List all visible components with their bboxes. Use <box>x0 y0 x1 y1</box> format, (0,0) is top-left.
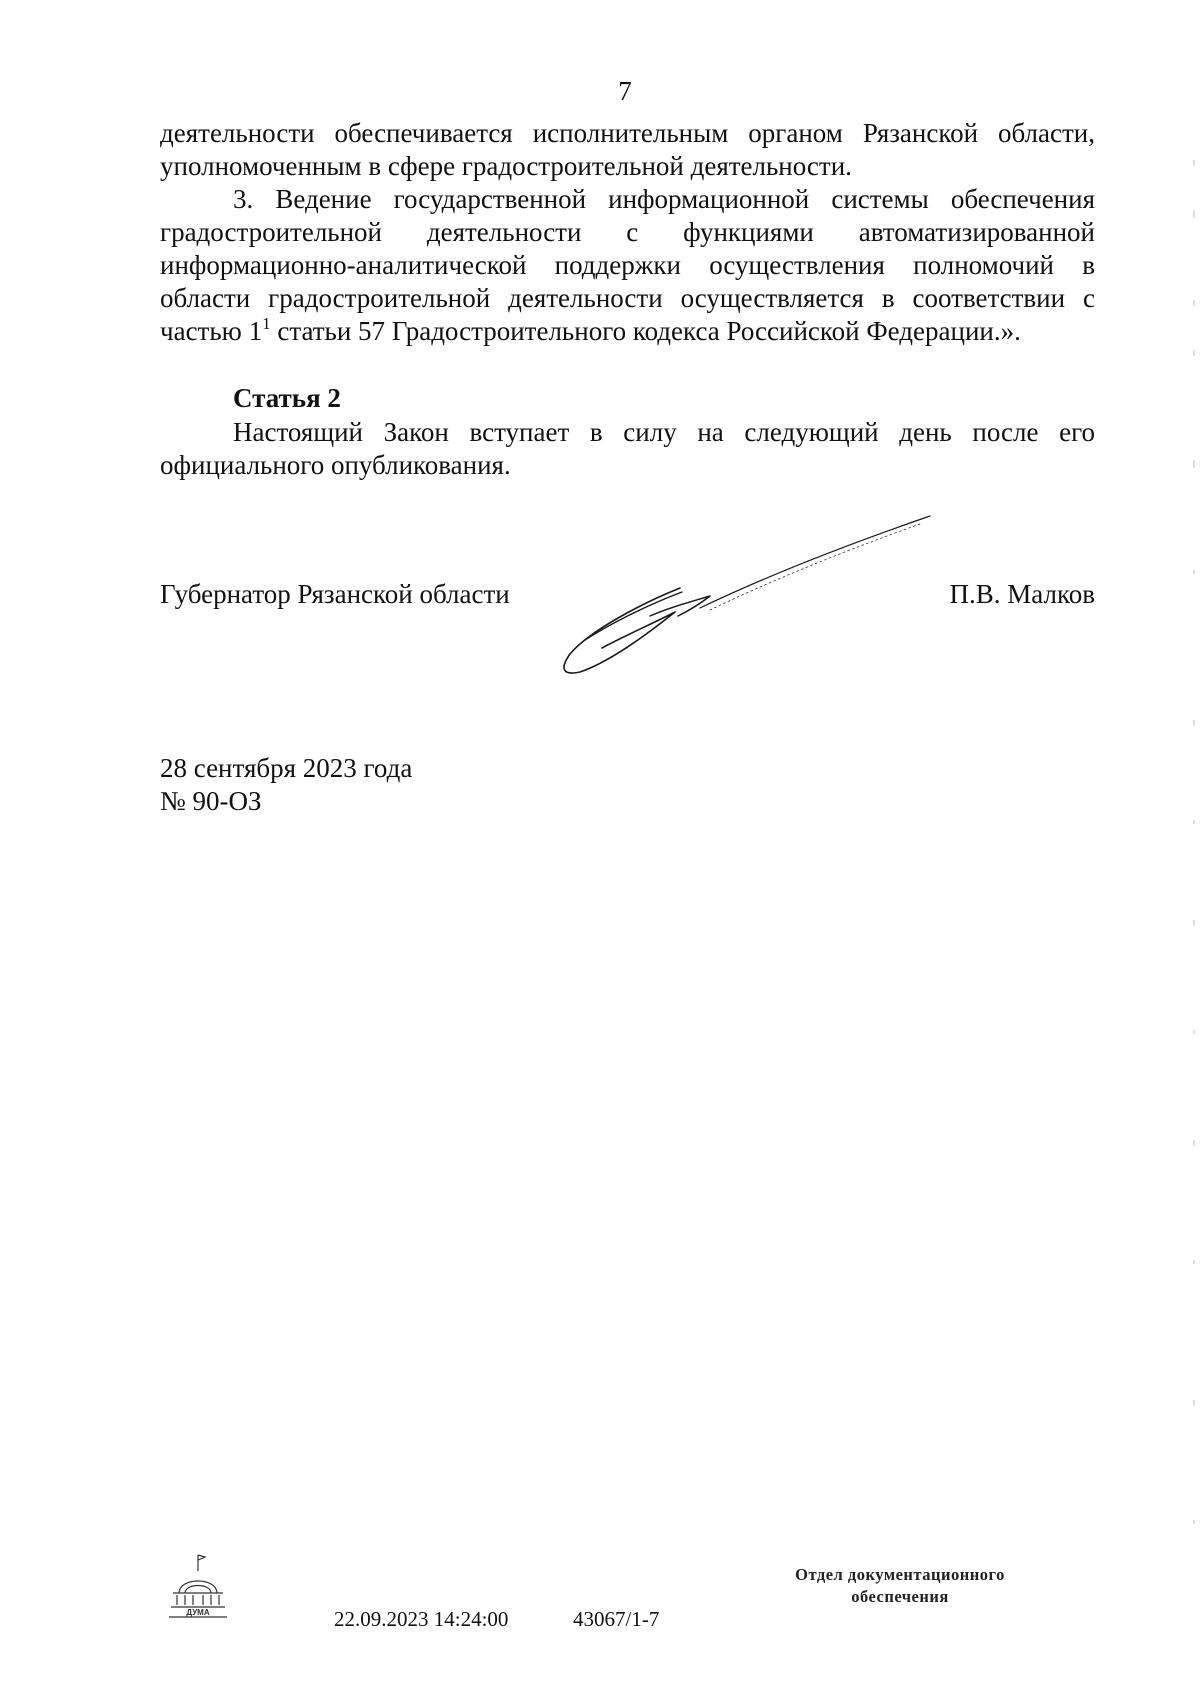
stamp-line-1: Отдел документационного <box>795 1565 1005 1584</box>
article-heading: Статья 2 <box>233 383 341 413</box>
scan-margin-marks <box>1186 100 1200 1600</box>
superscript-part-number: 1 <box>262 314 271 333</box>
paragraph-item-3-text: 3. Ведение государственной информационной системы обеспечения градостроительной деятельности с функциями автоматизированной информационно-аналитической поддержки осуществления полномочий в области градостроительной деятельности осуществляется в соответствии с частью 1 <box>160 184 1095 346</box>
footer-registration-number: 43067/1-7 <box>573 1607 660 1631</box>
stamp-line-2: обеспечения <box>851 1587 949 1606</box>
law-date: 28 сентября 2023 года <box>160 753 413 783</box>
handwritten-signature <box>550 512 940 687</box>
paragraph-item-3 <box>160 183 1095 348</box>
department-stamp <box>730 1564 1070 1608</box>
law-number: № 90-ОЗ <box>160 786 262 816</box>
governor-title: Губернатор Рязанской области <box>160 579 510 609</box>
duma-logo-caption: ДУМА <box>186 1608 210 1617</box>
paragraph-item-3-tail: статьи 57 Градостроительного кодекса Российской Федерации.». <box>270 316 1021 346</box>
footer-timestamp: 22.09.2023 14:24:00 <box>334 1607 509 1631</box>
governor-name: П.В. Малков <box>949 579 1095 609</box>
page-number: 7 <box>618 76 632 106</box>
law-info <box>160 752 412 818</box>
paragraph-continuation: деятельности обеспечивается исполнительным органом Рязанской области, уполномоченным в сфере градостроительной деятельности. <box>160 118 1095 181</box>
article-text: Настоящий Закон вступает в силу на следующий день после его официального опубликования. <box>160 417 1095 480</box>
duma-logo-icon <box>165 1553 231 1619</box>
